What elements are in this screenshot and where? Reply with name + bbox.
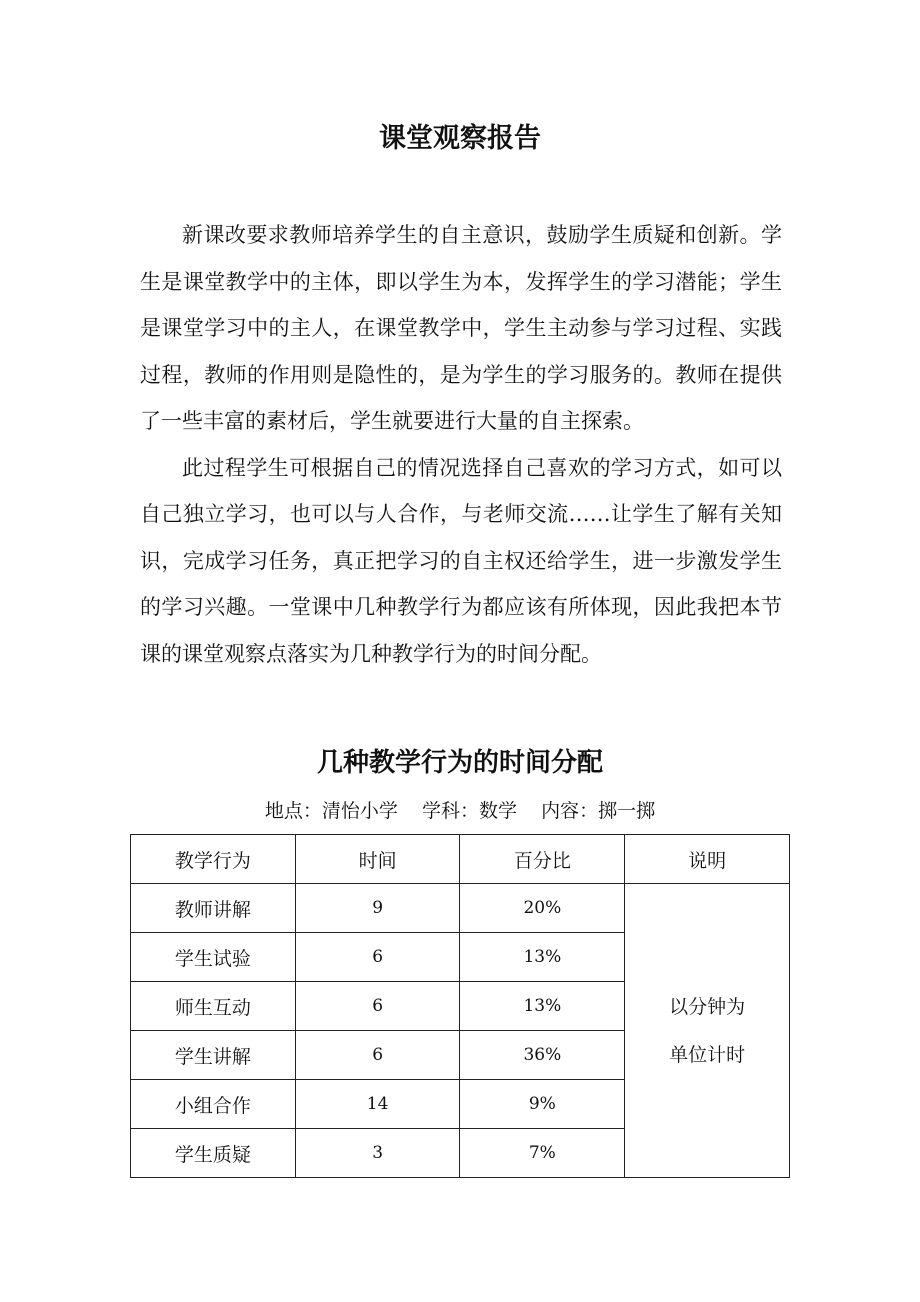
behavior-cell: 师生互动: [131, 982, 296, 1031]
time-cell: 6: [295, 1031, 460, 1080]
header-percent: 百分比: [460, 835, 625, 884]
table-header-row: [131, 835, 790, 884]
note-line-2: 单位计时: [669, 1043, 746, 1066]
behavior-cell: 学生质疑: [131, 1129, 296, 1178]
percent-cell: 9%: [460, 1080, 625, 1129]
table-meta: 地点：清怡小学 学科：数学 内容：掷一掷: [264, 800, 656, 822]
behavior-cell: 学生讲解: [131, 1031, 296, 1080]
time-cell: 6: [295, 933, 460, 982]
time-cell: 9: [295, 884, 460, 933]
time-cell: 14: [295, 1080, 460, 1129]
percent-cell: 36%: [460, 1031, 625, 1080]
behavior-cell: 小组合作: [131, 1080, 296, 1129]
time-cell: 3: [295, 1129, 460, 1178]
header-behavior: 教学行为: [131, 835, 296, 884]
header-time: 时间: [295, 835, 460, 884]
note-line-1: 以分钟为: [669, 995, 746, 1018]
percent-cell: 13%: [460, 982, 625, 1031]
percent-cell: 13%: [460, 933, 625, 982]
time-cell: 6: [295, 982, 460, 1031]
time-allocation-table: [130, 834, 790, 1178]
note-cell: [625, 884, 790, 1178]
paragraph-2: 此过程学生可根据自己的情况选择自己喜欢的学习方式，如可以自己独立学习，也可以与人合作，与老师交流……让学生了解有关知识，完成学习任务，真正把学习的自主权还给学生，进一步激发学生的学习兴趣。一堂课中几种教学行为都应该有所体现，因此我把本节课的课堂观察点落实为几种教学行为的时间分配。: [140, 455, 782, 666]
report-body: [140, 212, 782, 677]
table-title: 几种教学行为的时间分配: [316, 748, 603, 778]
header-note: 说明: [625, 835, 790, 884]
paragraph-1: 新课改要求教师培养学生的自主意识，鼓励学生质疑和创新。学生是课堂教学中的主体，即以学生为本，发挥学生的学习潜能；学生是课堂学习中的主人，在课堂教学中，学生主动参与学习过程、实践过程，教师的作用则是隐性的，是为学生的学习服务的。教师在提供了一些丰富的素材后，学生就要进行大量的自主探索。: [140, 223, 782, 433]
percent-cell: 7%: [460, 1129, 625, 1178]
table-row: [131, 884, 790, 933]
page-title: 课堂观察报告: [379, 123, 541, 154]
behavior-cell: 教师讲解: [131, 884, 296, 933]
percent-cell: 20%: [460, 884, 625, 933]
behavior-cell: 学生试验: [131, 933, 296, 982]
